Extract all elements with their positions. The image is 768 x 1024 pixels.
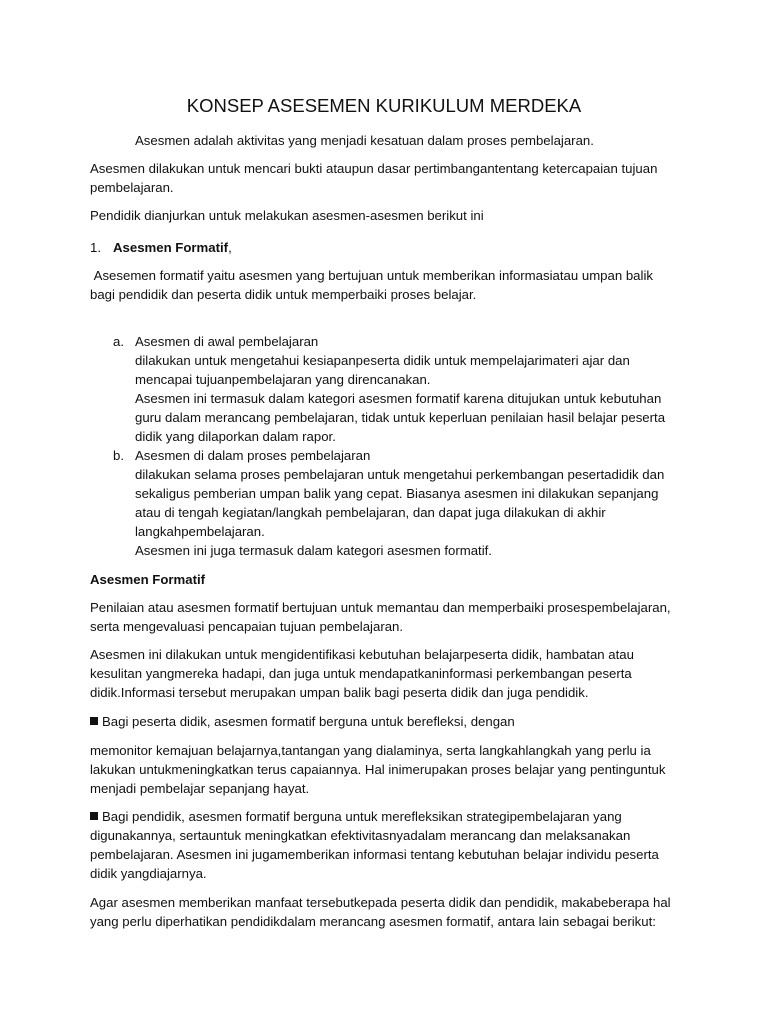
list-heading-suffix: ,: [228, 240, 232, 255]
list-heading: Asesmen Formatif: [113, 240, 229, 255]
paragraph-considerations: Agar asesmen memberikan manfaat tersebutkepada peserta didik dan pendidik, makabeberapa hal yang perlu diperhatikan pendidikdalam merancang asesmen formatif, antara lain sebagai berikut:: [90, 895, 671, 929]
sub-item-letter: a.: [113, 334, 124, 349]
paragraph-formative-aim: Penilaian atau asesmen formatif bertujuan untuk memantau dan memperbaiki prosespembelajaran, serta mengevaluasi pencapaian tujuan pembelajaran.: [90, 600, 671, 634]
numbered-item-1: [90, 238, 680, 257]
sub-item-text: dilakukan selama proses pembelajaran untuk mengetahui perkembangan pesertadidik dan sekaligus pemberian umpan balik yang cepat. Biasanya asesmen ini dilakukan sepanjang atau di tengah kegiatan/langkah pembelajaran, dan dapat juga dilakukan di akhir langkahpembelajaran.: [135, 467, 665, 539]
sub-item-letter: b.: [113, 448, 124, 463]
bullet-text: Bagi pendidik, asesmen formatif berguna untuk merefleksikan strategipembelajaran yang digunakannya, sertauntuk meningkatkan efektivitasnyadalam merancang dan melaksanakan pembelajaran. Asesmen ini jugamemberikan informasi tentang kebutuhan belajar individu peserta didik yangdiajarnya.: [90, 809, 659, 881]
bullet-item-educators: [90, 807, 680, 883]
square-bullet-icon: [90, 812, 98, 820]
paragraph-recommendation: Pendidik dianjurkan untuk melakukan asesmen-asesmen berikut ini: [90, 208, 484, 223]
bullet-item-students: [90, 712, 680, 731]
paragraph-formative-identify: Asesmen ini dilakukan untuk mengidentifikasi kebutuhan belajarpeserta didik, hambatan atau kesulitan yangmereka hadapi, dan juga untuk mendapatkaninformasi perkembangan peserta didik.Informasi tersebut merupakan umpan balik bagi peserta didik dan juga pendidik.: [90, 647, 634, 700]
sub-item-text: Asesmen ini termasuk dalam kategori asesmen formatif karena ditujukan untuk kebutuhan guru dalam merancang pembelajaran, tidak untuk keperluan penilaian hasil belajar peserta didik yang dilaporkan dalam rapor.: [135, 391, 666, 444]
sub-item-heading: Asesmen di dalam proses pembelajaran: [135, 448, 371, 463]
sub-item-heading: Asesmen di awal pembelajaran: [135, 334, 319, 349]
paragraph-monitor: memonitor kemajuan belajarnya,tantangan yang dialaminya, serta langkahlangkah yang perlu ia lakukan untukmeningkatkan terus capaiannya. Hal inimerupakan proses belajar yang pentinguntuk menjadi pembelajar sepanjang hayat.: [90, 743, 666, 796]
paragraph-purpose: Asesmen dilakukan untuk mencari bukti ataupun dasar pertimbangantentang ketercapaian tujuan pembelajaran.: [90, 161, 658, 195]
document-title: KONSEP ASESEMEN KURIKULUM MERDEKA: [186, 95, 582, 116]
sub-item-text: Asesmen ini juga termasuk dalam kategori asesmen formatif.: [135, 543, 492, 558]
paragraph-formative-definition: Asesemen formatif yaitu asesmen yang bertujuan untuk memberikan informasiatau umpan balik bagi pendidik dan peserta didik untuk memperbaiki proses belajar.: [90, 268, 657, 302]
square-bullet-icon: [90, 717, 98, 725]
sub-item-text: dilakukan untuk mengetahui kesiapanpeserta didik untuk mempelajarimateri ajar dan mencapai tujuanpembelajaran yang direncanakan.: [135, 353, 630, 387]
list-number: 1.: [90, 240, 101, 255]
sub-item-a: [113, 332, 680, 446]
bullet-text: Bagi peserta didik, asesmen formatif berguna untuk berefleksi, dengan: [102, 714, 515, 729]
sub-item-b: [113, 446, 680, 560]
paragraph-definition: Asesmen adalah aktivitas yang menjadi kesatuan dalam proses pembelajaran.: [135, 133, 594, 148]
section-heading: Asesmen Formatif: [90, 572, 206, 587]
